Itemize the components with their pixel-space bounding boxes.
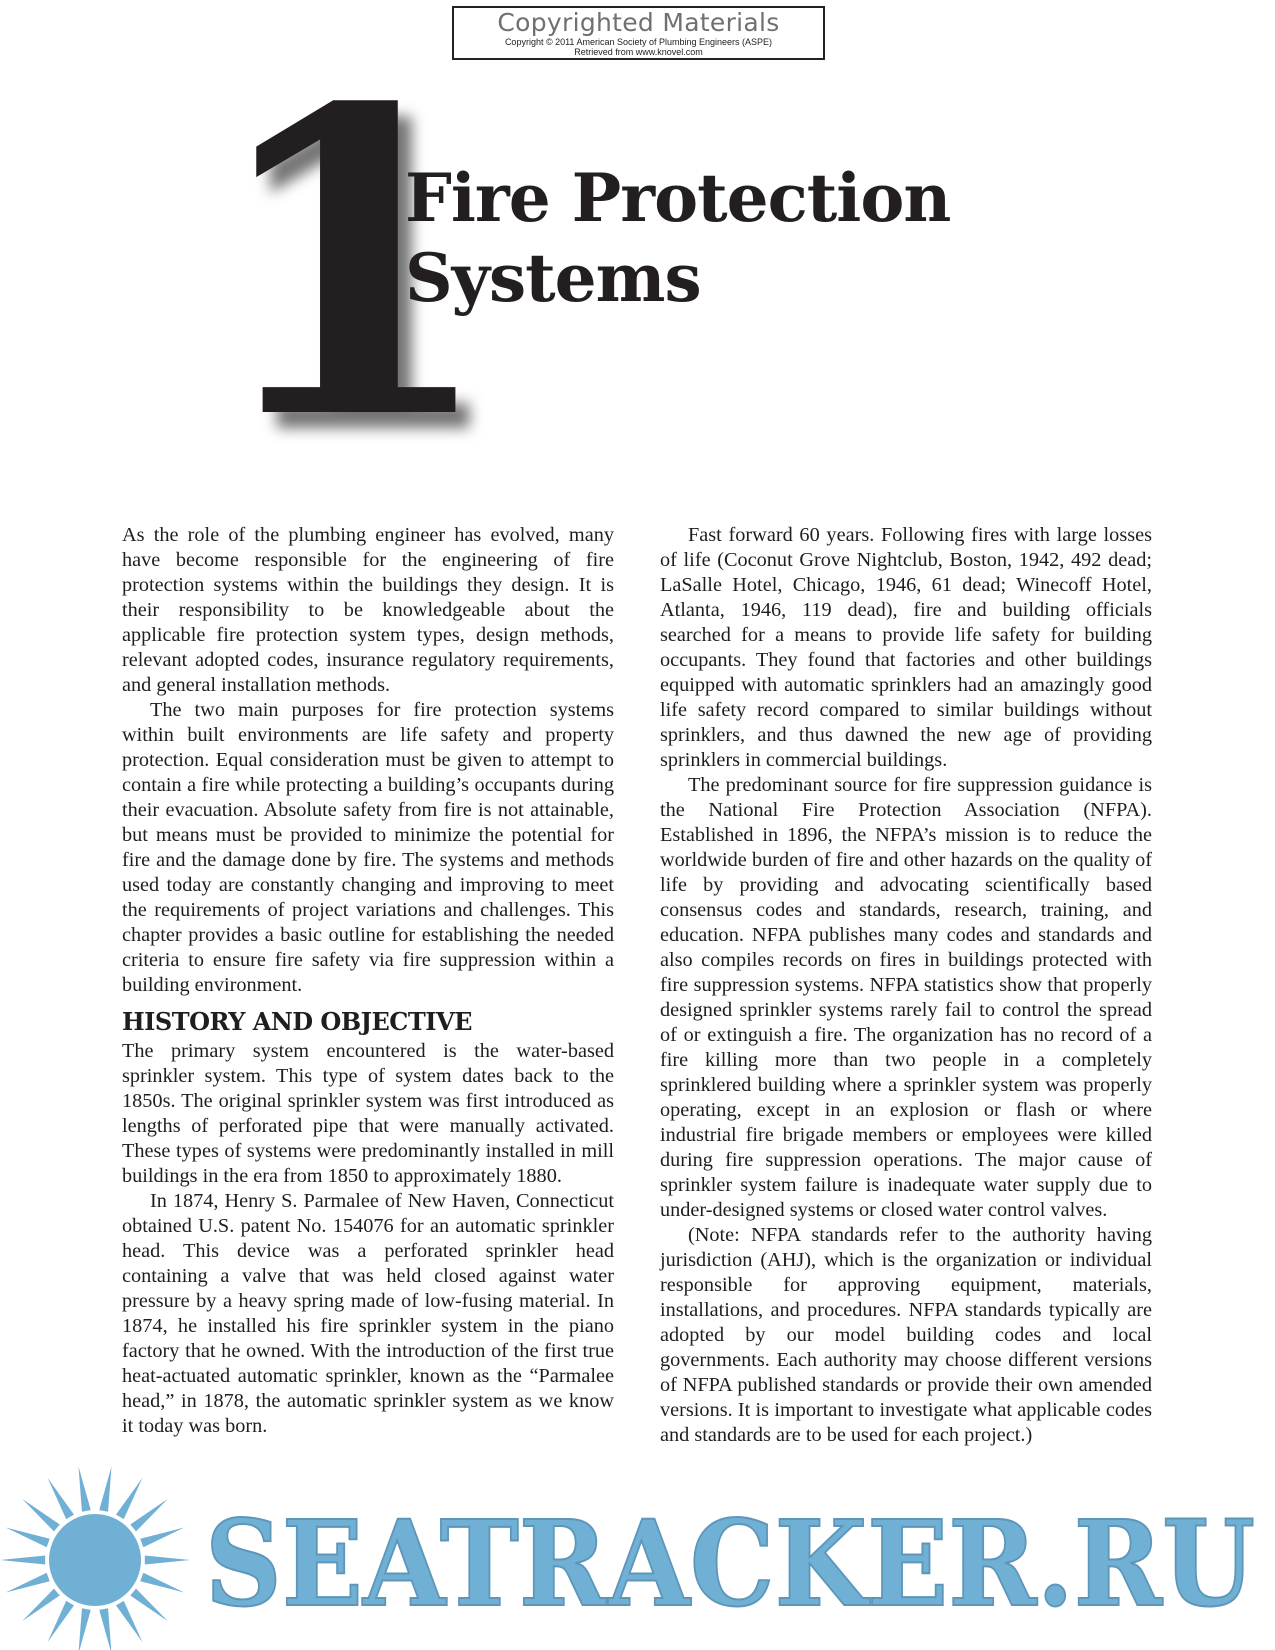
- paragraph: The primary system encountered is the water-based sprinkler system. This type of system dates back to the 1850s. The original sprinkler system was first introduced as lengths of perforated pipe that were manually activated. These types of systems were predominantly installed in mill buildings in the era from 1850 to approximately 1880.: [122, 1040, 614, 1187]
- sun-ray: [130, 1589, 168, 1621]
- paragraph: Fast forward 60 years. Following fires with large losses of life (Coconut Grove Nightclub, Boston, 1942, 492 dead; LaSalle Hotel, Chicago, 1946, 61 dead; Winecoff Hotel, Atlanta, 1946, 119 dead), fire and building officials searched for a means to provide life safety for building occupants. They found that factories and other buildings equipped with automatic sprinklers had an amazingly good life safety record compared to similar buildings without sprinklers, and thus dawned the new age of providing sprinklers in commercial buildings.: [660, 524, 1152, 771]
- sun-ray: [48, 1478, 74, 1519]
- sun-ray: [6, 1528, 50, 1548]
- sun-ray: [6, 1573, 50, 1593]
- copyright-line-2: Retrieved from www.knovel.com: [574, 47, 703, 57]
- paragraph: (Note: NFPA standards refer to the authority having jurisdiction (AHJ), which is the organization or individual responsible for approving equipment, materials, installations, and procedures. NFPA standards typically are adopted by our model building codes and local governments. Each authority may choose different versions of NFPA published standards or provide their own amended versions. It is important to investigate what applicable codes and standards are to be used for each project.): [660, 1224, 1152, 1446]
- sun-ray: [48, 1601, 74, 1642]
- sun-ray: [22, 1499, 60, 1531]
- watermark-text: SEATRACKER.RU: [205, 1494, 1255, 1633]
- paragraph: The two main purposes for fire protection systems within built environments are life safety and property protection. Equal consideration must be given to attempt to contain a fire while protecting a building’s occupants during their evacuation. Absolute safety from fire is not attainable, but means must be provided to minimize the potential for fire and the damage done by fire. The systems and methods used today are constantly changing and improving to meet the requirements of project variations and challenges. This chapter provides a basic outline for establishing the needed criteria to ensure fire safety via fire suppression within a building environment.: [122, 699, 614, 996]
- sun-ray: [99, 1608, 111, 1650]
- paragraph: As the role of the plumbing engineer has evolved, many have become responsible for the engineering of fire protection systems within the buildings they design. It is their responsibility to be knowledgeable about the applicable fire protection system types, design methods, relevant adopted codes, insurance regulatory requirements, and general installation methods.: [122, 524, 614, 696]
- sun-ray: [79, 1466, 91, 1511]
- sun-ray: [0, 1556, 45, 1565]
- sun-ray: [79, 1608, 91, 1650]
- right-column: [660, 523, 1152, 1448]
- sun-ray: [140, 1528, 184, 1548]
- chapter-title: [405, 158, 950, 318]
- copyright-line-1: Copyright © 2011 American Society of Plumbing Engineers (ASPE): [504, 37, 773, 47]
- copyright-notice: [452, 6, 825, 60]
- sun-icon: [0, 1466, 190, 1650]
- sun-ray: [116, 1601, 142, 1642]
- paragraph: In 1874, Henry S. Parmalee of New Haven, Connecticut obtained U.S. patent No. 154076 for an automatic sprinkler head. This device was a perforated sprinkler head containing a valve that was held closed against water pressure by a heavy spring made of low-fusing material. In 1874, he installed his fire sprinkler system in the piano factory that he owned. With the introduction of the first true heat-actuated automatic sprinkler, known as the “Parmalee head,” in 1878, the automatic sprinkler system as we know it today was born.: [122, 1190, 614, 1437]
- sun-ray: [130, 1499, 168, 1531]
- paragraph: The predominant source for fire suppression guidance is the National Fire Protection Association (NFPA). Established in 1896, the NFPA’s mission is to reduce the worldwide burden of fire and other hazards on the quality of life by providing and advocating scientifically based consensus codes and standards, research, training, and education. NFPA publishes many codes and standards and also compiles records on fires in buildings protected with fire suppression systems. NFPA statistics show that properly designed sprinkler systems rarely fail to control the spread of or extinguish a fire. The organization has no record of a fire killing more than two people in a completely sprinklered building where a sprinkler system was properly operating, except in an explosion or flash or where industrial fire brigade members or employees were killed during fire suppression operations. The major cause of sprinkler system failure is inadequate water supply due to under-designed systems or closed water control valves.: [660, 774, 1152, 1221]
- chapter-number: 1: [205, 19, 488, 512]
- section-heading: HISTORY AND OBJECTIVE: [122, 1007, 472, 1036]
- sun-ray: [116, 1478, 142, 1519]
- sun-ray: [140, 1573, 184, 1593]
- sun-ray: [99, 1466, 111, 1511]
- sun-ray: [145, 1556, 190, 1565]
- chapter-title-line-1: Fire Protection: [405, 159, 951, 237]
- left-column: [122, 523, 614, 1439]
- copyright-title: Copyrighted Materials: [497, 8, 780, 37]
- chapter-title-line-2: Systems: [405, 239, 701, 317]
- watermark: [0, 1455, 1275, 1650]
- sun-ray: [22, 1589, 60, 1621]
